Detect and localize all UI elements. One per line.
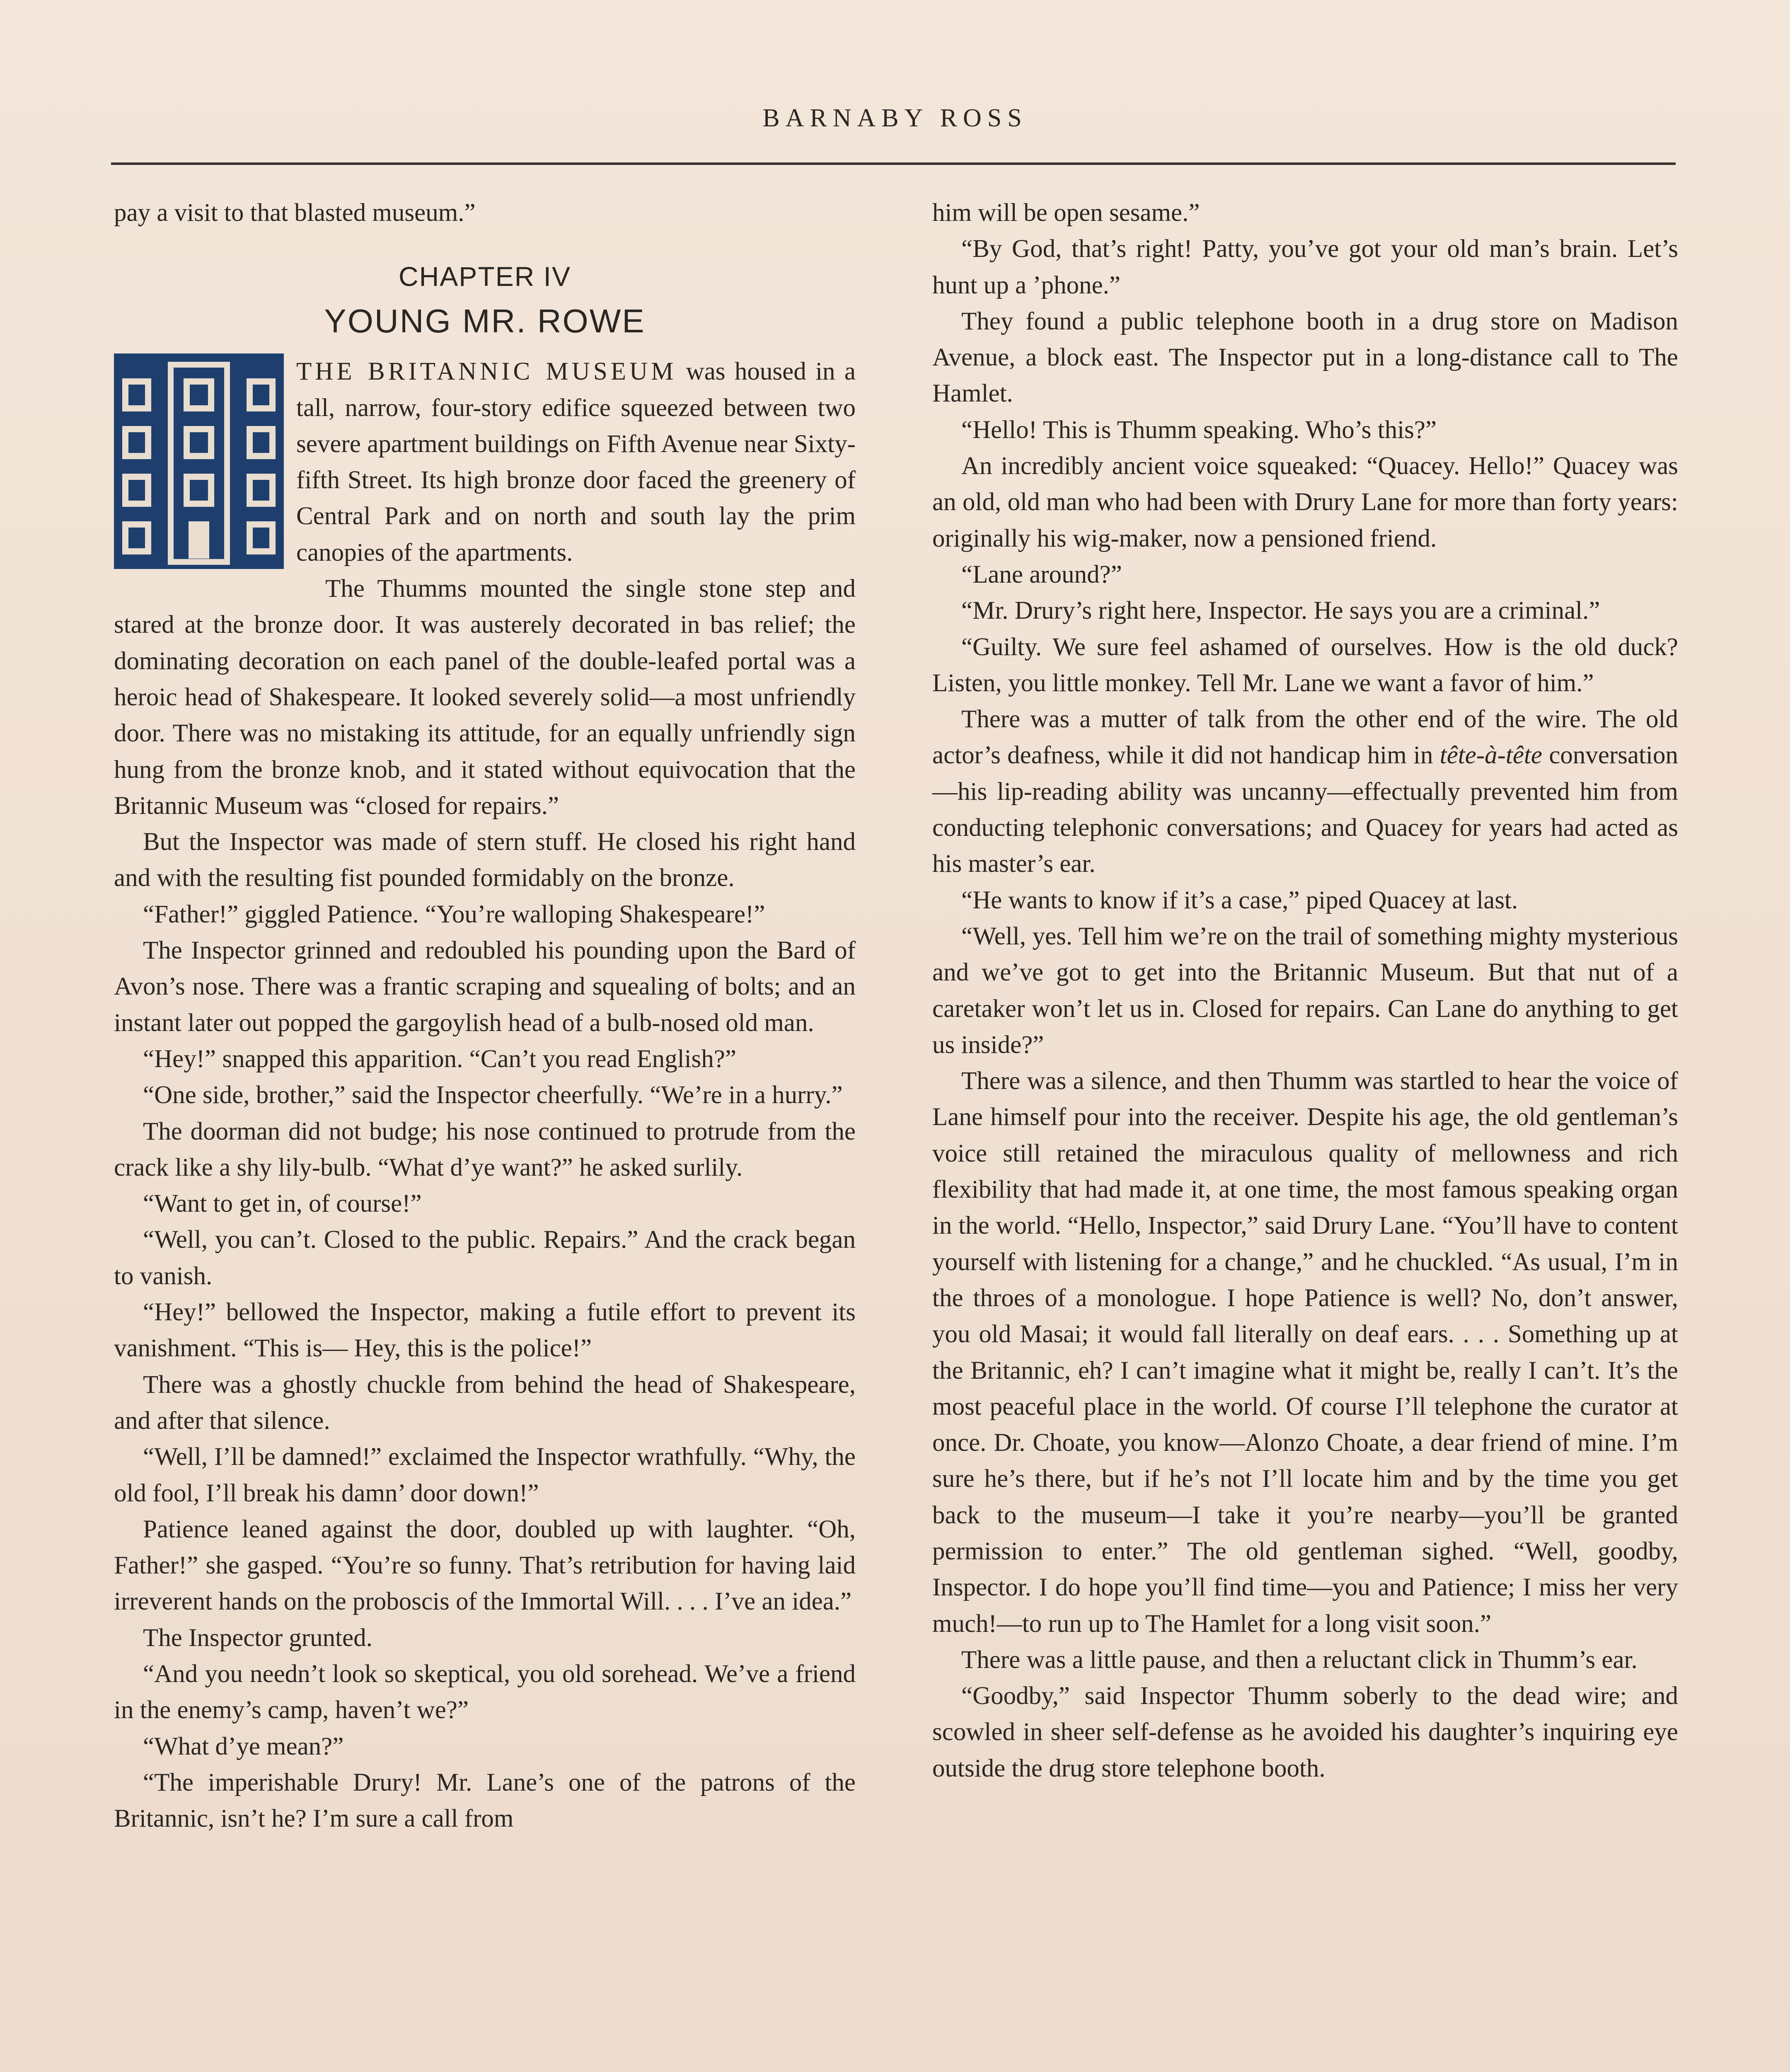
paragraph bbox=[932, 701, 1678, 882]
paragraph: pay a visit to that blasted museum.” bbox=[114, 199, 476, 227]
paragraph: him will be open sesame.” bbox=[932, 199, 1200, 227]
paragraph: “Lane around?” bbox=[961, 560, 1122, 588]
paragraph: “Hello! This is Thumm speaking. Who’s this?” bbox=[961, 416, 1437, 444]
paragraph: “Want to get in, of course!” bbox=[143, 1190, 422, 1218]
left-column bbox=[114, 195, 856, 2072]
paragraph: The Inspector grinned and redoubled his pounding upon the Bard of Avon’s nose. There was a frantic scraping and squealing of bolts; and an instant later out popped the gargoylish head of a bulb-nosed old man. bbox=[114, 937, 856, 1037]
text-run: There was a mutter of talk from the other end of the wire. The old actor’s deafness, while it did not handicap him in bbox=[932, 705, 1678, 770]
text-run: conversation—his lip-reading ability was uncanny—effectually prevented him from conducting telephonic conversations; and Quacey for years had acted as his master’s ear. bbox=[932, 741, 1678, 878]
paragraph: “Mr. Drury’s right here, Inspector. He says you are a criminal.” bbox=[961, 597, 1600, 625]
paragraph: “Well, you can’t. Closed to the public. Repairs.” And the crack began to vanish. bbox=[114, 1226, 856, 1290]
paragraph: Patience leaned against the door, doubled up with laughter. “Oh, Father!” she gasped. “You’re so funny. That’s retribution for having laid irreverent hands on the proboscis of the Immortal Will. . . . I’ve an idea.” bbox=[114, 1515, 856, 1616]
paragraph: The doorman did not budge; his nose continued to protrude from the crack like a shy lily-bulb. “What d’ye want?” he asked surlily. bbox=[114, 1117, 856, 1181]
paragraph: But the Inspector was made of stern stuff. He closed his right hand and with the resulting fist pounded formidably on the bronze. bbox=[114, 828, 856, 892]
paragraph: “Well, yes. Tell him we’re on the trail of something mighty mysterious and we’ve got to get into the Britannic Museum. But that nut of a caretaker won’t let us in. Closed for repairs. Can Lane do anything to get us inside?” bbox=[932, 922, 1678, 1059]
italic-phrase: tête-à-tête bbox=[1439, 741, 1542, 770]
paragraph: “Hey!” snapped this apparition. “Can’t you read English?” bbox=[143, 1045, 736, 1073]
right-column bbox=[932, 195, 1678, 2072]
paragraph: “Guilty. We sure feel ashamed of ourselves. How is the old duck? Listen, you little monkey. Tell Mr. Lane we want a favor of him.” bbox=[932, 633, 1678, 697]
paragraph: “Goodby,” said Inspector Thumm soberly to the dead wire; and scowled in sheer self-defense as he avoided his daughter’s inquiring eye outside the drug store telephone booth. bbox=[932, 1682, 1678, 1782]
paragraph: “Father!” giggled Patience. “You’re walloping Shakespeare!” bbox=[143, 900, 765, 928]
paragraph: They found a public telephone booth in a drug store on Madison Avenue, a block east. The Inspector put in a long-distance call to The Hamlet. bbox=[932, 307, 1678, 408]
paragraph: The Inspector grunted. bbox=[143, 1624, 373, 1652]
paragraph: “He wants to know if it’s a case,” piped Quacey at last. bbox=[961, 886, 1518, 914]
paragraph: “What d’ye mean?” bbox=[143, 1732, 344, 1760]
lead-text: was housed in a tall, narrow, four-story edifice squeezed between two severe apartment buildings on Fifth Avenue near Sixty-fifth Street. Its high bronze door faced the greenery of Central Park and on north and south lay the prim canopies of the apartments. bbox=[296, 358, 856, 566]
paragraph: There was a ghostly chuckle from behind the head of Shakespeare, and after that silence. bbox=[114, 1370, 856, 1435]
chapter-title: YOUNG MR. ROWE bbox=[324, 303, 646, 340]
paragraph: There was a little pause, and then a reluctant click in Thumm’s ear. bbox=[961, 1646, 1638, 1674]
lead-smallcaps: THE BRITANNIC MUSEUM bbox=[296, 358, 677, 386]
paragraph: An incredibly ancient voice squeaked: “Quacey. Hello!” Quacey was an old, old man who had been with Drury Lane for more than forty years: originally his wig-maker, now a pensioned friend. bbox=[932, 452, 1678, 552]
paragraph: “Hey!” bellowed the Inspector, making a futile effort to prevent its vanishment. “This is— Hey, this is the police!” bbox=[114, 1298, 856, 1363]
header-rule bbox=[111, 162, 1676, 165]
running-head: BARNABY ROSS bbox=[762, 104, 1028, 132]
building-icon bbox=[114, 353, 284, 569]
paragraph: “And you needn’t look so skeptical, you old sorehead. We’ve a friend in the enemy’s camp, haven’t we?” bbox=[114, 1660, 856, 1724]
paragraph: The Thumms mounted the single stone step and stared at the bronze door. It was austerely decorated in bas relief; the dominating decoration on each panel of the double-leafed portal was a heroic head of Shakespeare. It looked severely solid—a most unfriendly door. There was no mistaking its attitude, for an equally unfriendly sign hung from the bronze knob, and it stated without equivocation that the Britannic Museum was “closed for repairs.” bbox=[114, 575, 856, 820]
chapter-number: CHAPTER IV bbox=[398, 261, 571, 292]
paragraph: “Well, I’ll be damned!” exclaimed the Inspector wrathfully. “Why, the old fool, I’ll break his damn’ door down!” bbox=[114, 1443, 856, 1507]
paragraph: There was a silence, and then Thumm was startled to hear the voice of Lane himself pour into the receiver. Despite his age, the old gentleman’s voice still retained the miraculous quality of mellowness and rich flexibility that had made it, at one time, the most famous speaking organ in the world. “Hello, Inspector,” said Drury Lane. “You’ll have to content yourself with listening for a change,” and he chuckled. “As usual, I’m in the throes of a monologue. I hope Patience is well? No, don’t answer, you old Masai; it would fall literally on deaf ears. . . . Something up at the Britannic, eh? I can’t imagine what it might be, really I can’t. It’s the most peaceful place in the world. Of course I’ll telephone the curator at once. Dr. Choate, you know—Alonzo Choate, a dear friend of mine. I’m sure he’s there, but if he’s not I’ll locate him and by the time you get back to the museum—I take it you’re nearby—you’ll be granted permission to enter.” The old gentleman sighed. “Well, goodby, Inspector. I do hope you’ll find time—you and Patience; I miss her very much!—to run up to The Hamlet for a long visit soon.” bbox=[932, 1067, 1678, 1638]
paragraph: “One side, brother,” said the Inspector cheerfully. “We’re in a hurry.” bbox=[143, 1081, 843, 1109]
paragraph: “By God, that’s right! Patty, you’ve got your old man’s brain. Let’s hunt up a ’phone.” bbox=[932, 235, 1678, 299]
paragraph: “The imperishable Drury! Mr. Lane’s one of the patrons of the Britannic, isn’t he? I’m sure a call from bbox=[114, 1768, 856, 1833]
